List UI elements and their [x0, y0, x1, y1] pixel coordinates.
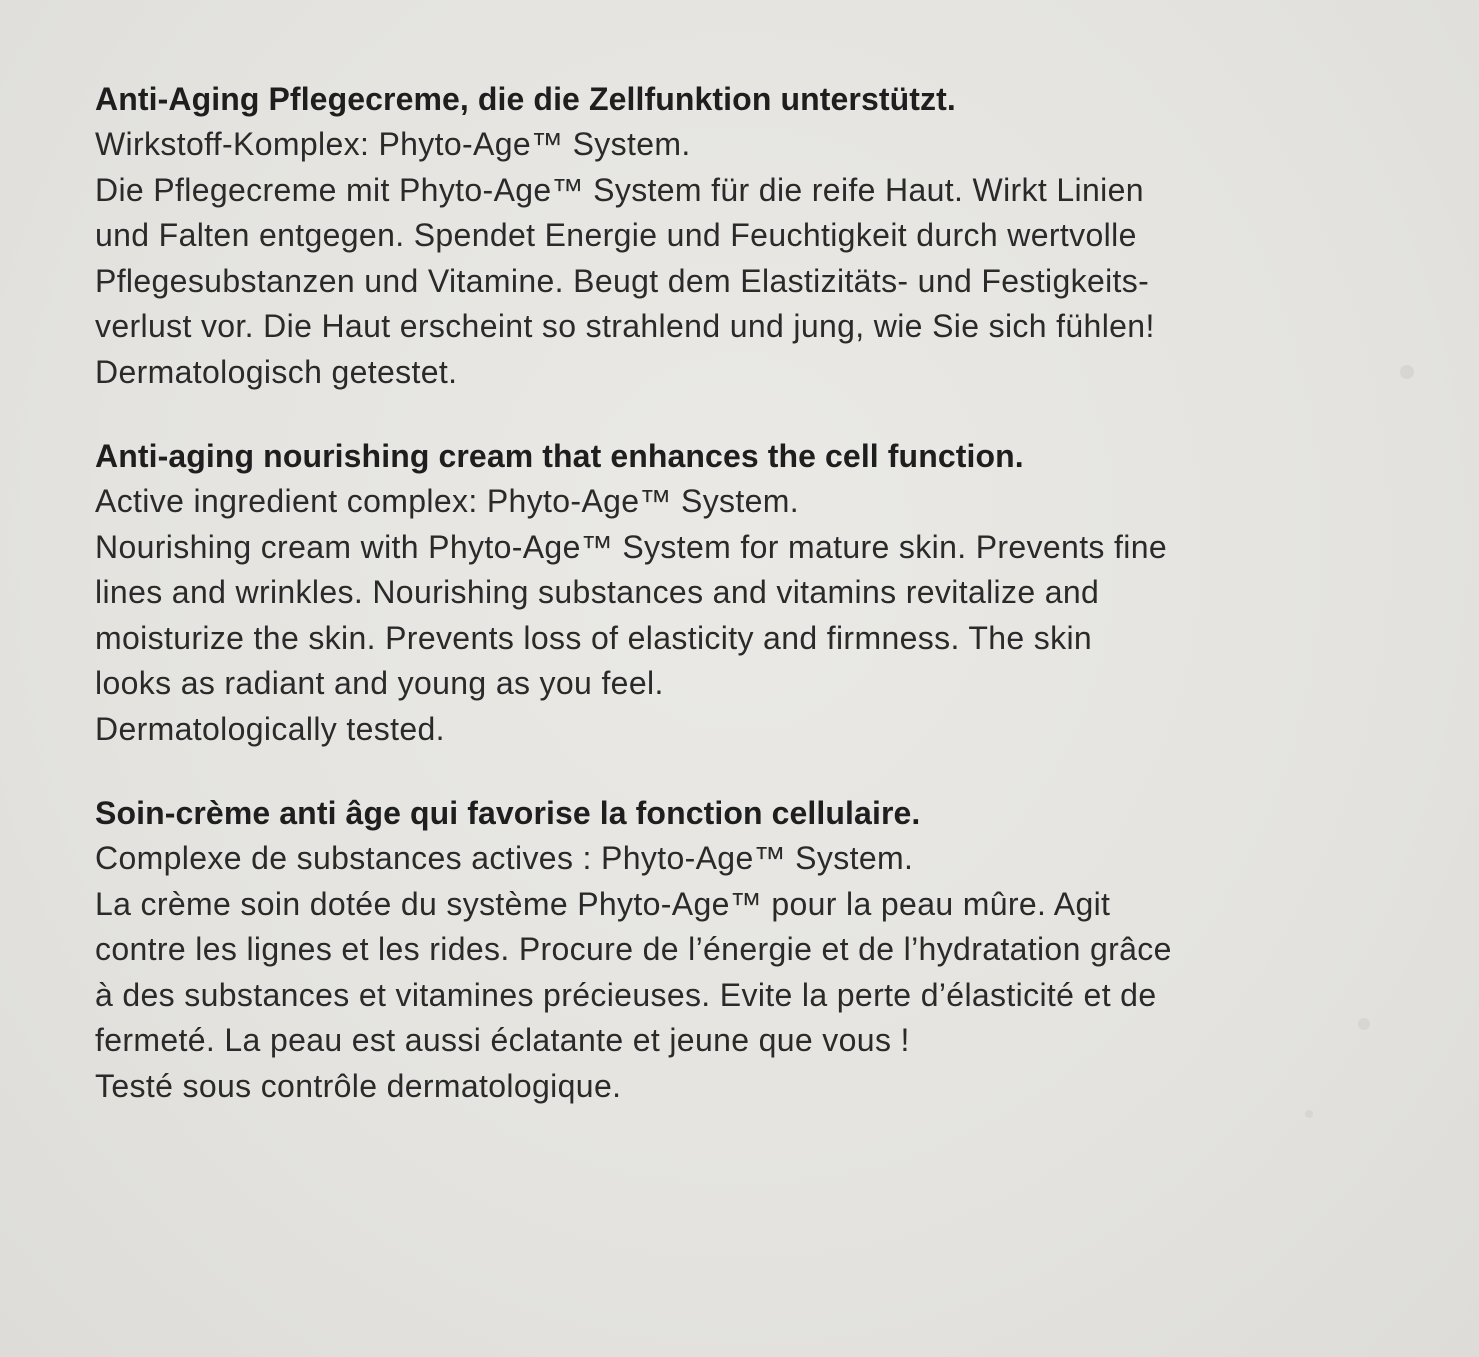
section-line: Nourishing cream with Phyto-Age™ System for mature skin. Prevents fine — [95, 528, 1168, 565]
paper-speck — [1358, 1018, 1370, 1030]
section-line: La crème soin dotée du système Phyto-Age™ pour la peau mûre. Agit — [95, 885, 1111, 922]
section-line: contre les lignes et les rides. Procure de l’énergie et de l’hydratation grâce — [95, 931, 1172, 967]
paper-speck — [1400, 365, 1414, 379]
section-heading: Soin-crème anti âge qui favorise la fonction cellulaire. — [95, 795, 921, 831]
section-english — [95, 433, 1435, 752]
section-french — [95, 790, 1435, 1109]
section-line: verlust vor. Die Haut erscheint so strahlend und jung, wie Sie sich fühlen! — [95, 308, 1155, 344]
section-line: fermeté. La peau est aussi éclatante et jeune que vous ! — [95, 1022, 910, 1058]
section-german — [95, 76, 1435, 395]
section-line: Dermatologically tested. — [95, 710, 445, 747]
section-line: looks as radiant and young as you feel. — [95, 665, 664, 701]
section-line: lines and wrinkles. Nourishing substances and vitamins revitalize and — [95, 574, 1100, 610]
section-heading: Anti-Aging Pflegecreme, die die Zellfunktion unterstützt. — [95, 81, 956, 117]
section-line: Active ingredient complex: Phyto-Age™ System. — [95, 483, 800, 519]
section-line: à des substances et vitamines précieuses. Evite la perte d’élasticité et de — [95, 976, 1157, 1013]
section-line: Wirkstoff-Komplex: Phyto-Age™ System. — [95, 126, 691, 162]
section-line: Die Pflegecreme mit Phyto-Age™ System für die reife Haut. Wirkt Linien — [95, 171, 1144, 208]
paper-speck — [1305, 1110, 1313, 1118]
section-heading: Anti-aging nourishing cream that enhances the cell function. — [95, 438, 1024, 474]
section-line: moisturize the skin. Prevents loss of elasticity and firmness. The skin — [95, 619, 1093, 656]
section-line: und Falten entgegen. Spendet Energie und Feuchtigkeit durch wertvolle — [95, 217, 1137, 253]
product-description-panel — [95, 76, 1435, 1147]
section-line: Testé sous contrôle dermatologique. — [95, 1067, 622, 1104]
section-line: Complexe de substances actives : Phyto-Age™ System. — [95, 840, 914, 876]
section-line: Dermatologisch getestet. — [95, 353, 458, 390]
section-line: Pflegesubstanzen und Vitamine. Beugt dem Elastizitäts- und Festigkeits- — [95, 262, 1150, 299]
